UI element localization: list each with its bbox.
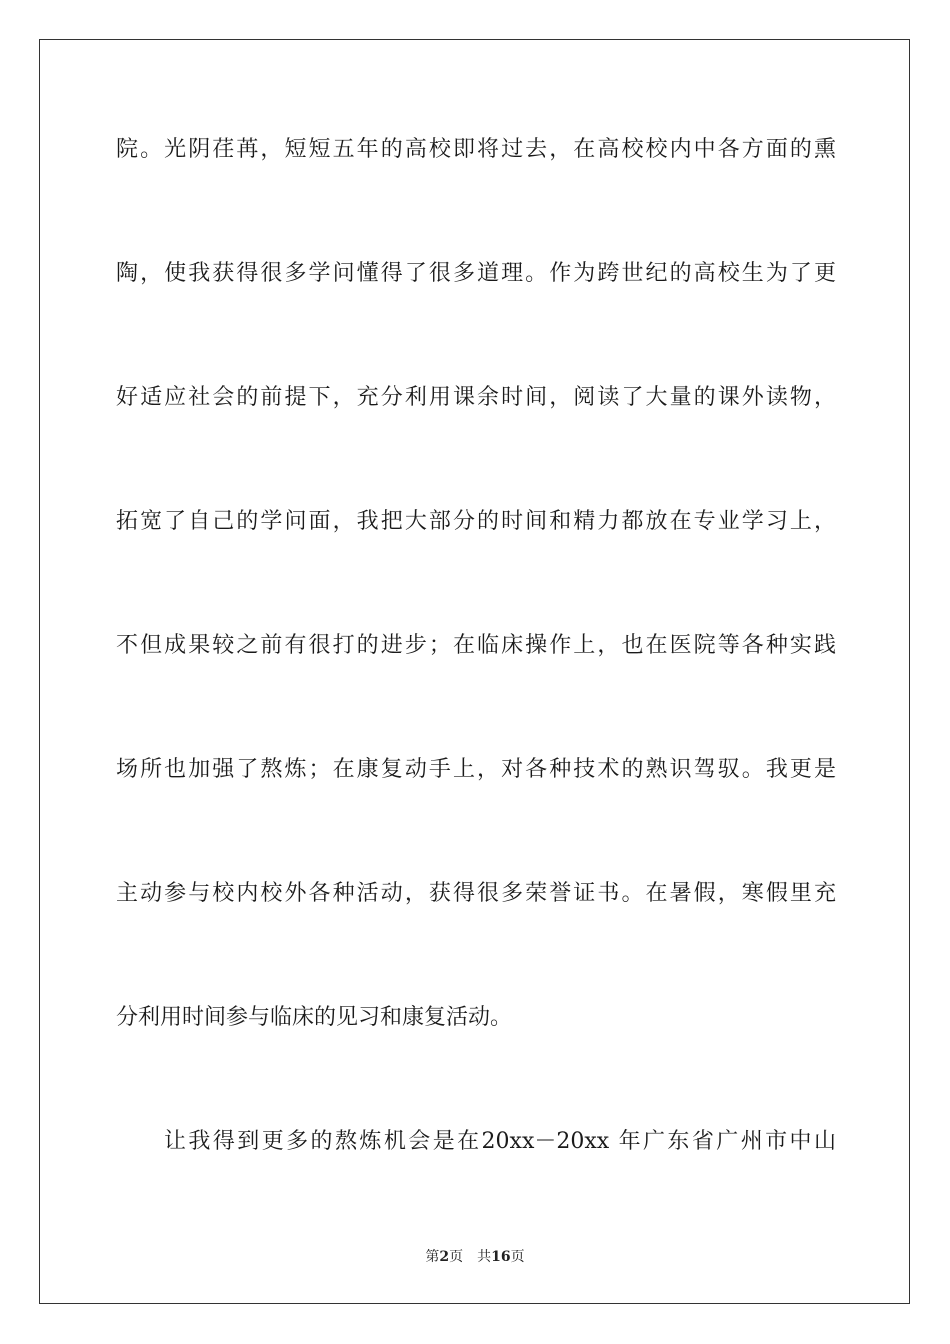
page-number: 2 [439,1249,450,1265]
page-border [39,39,910,1304]
body-text-line: 好适应社会的前提下，充分利用课余时间，阅读了大量的课外读物， [116,385,836,410]
page-footer [0,1248,950,1266]
body-text-line: 主动参与校内校外各种活动，获得很多荣誉证书。在暑假，寒假里充 [116,881,836,906]
total-suffix: 页 [510,1249,525,1265]
paragraph-first-line: 让我得到更多的熬炼机会是在20xx－20xx 年广东省广州市中山 [164,1129,836,1154]
body-text-line: 院。光阴荏苒，短短五年的高校即将过去，在高校校内中各方面的熏 [116,137,836,162]
body-text-line: 拓宽了自己的学问面，我把大部分的时间和精力都放在专业学习上， [116,509,836,534]
body-text-line: 场所也加强了熬炼；在康复动手上，对各种技术的熟识驾驭。我更是 [116,757,836,782]
body-text-line: 不但成果较之前有很打的进步；在临床操作上，也在医院等各种实践 [116,633,836,658]
body-text-line: 分利用时间参与临床的见习和康复活动。 [116,1005,513,1030]
page-suffix: 页 [449,1249,464,1265]
total-prefix: 共 [477,1249,492,1265]
body-text-line: 陶，使我获得很多学问懂得了很多道理。作为跨世纪的高校生为了更 [116,261,836,286]
total-pages: 16 [491,1249,511,1265]
page-prefix: 第 [425,1249,440,1265]
